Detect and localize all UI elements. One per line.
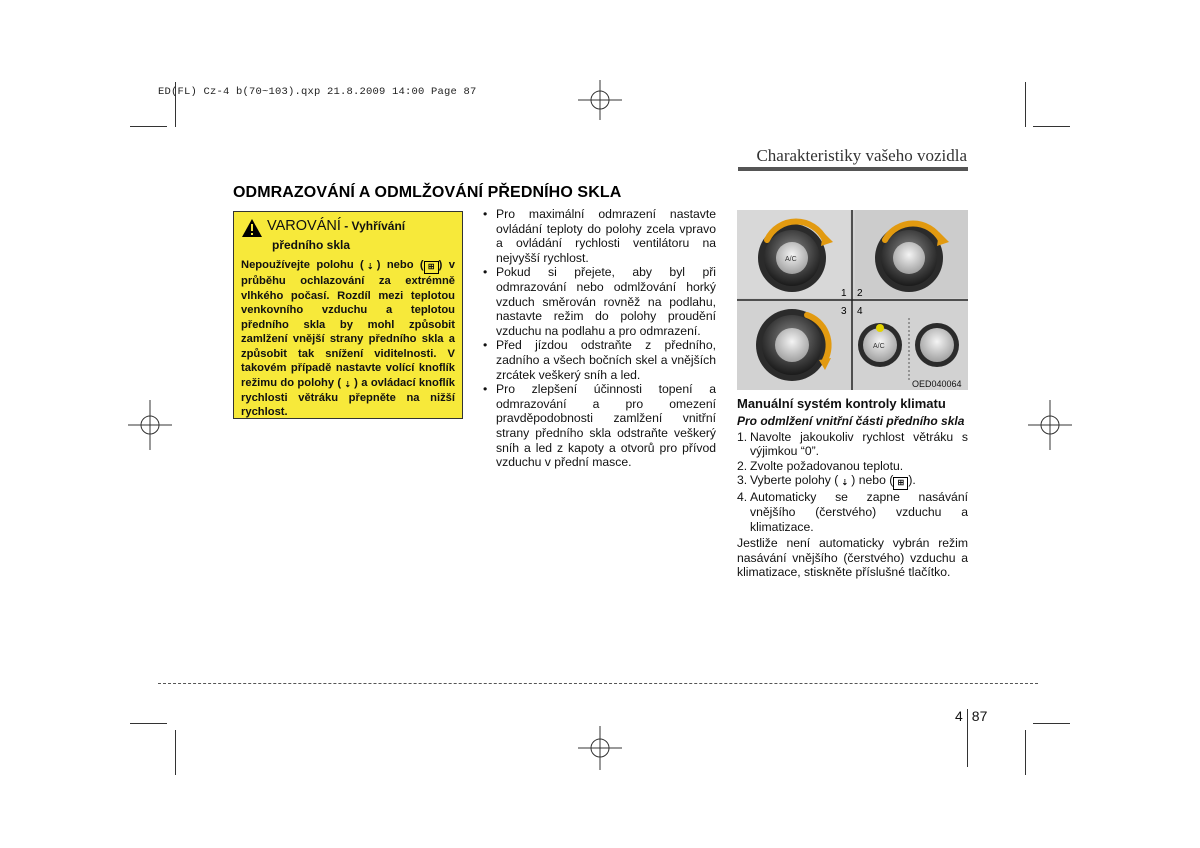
registration-mark-left — [128, 400, 172, 450]
figure-label: 4 — [857, 306, 863, 317]
manual-title: Manuální systém kontroly klimatu — [737, 396, 946, 411]
defrost-icon: ⊞ — [424, 261, 439, 274]
section-title: ODMRAZOVÁNÍ A ODMLŽOVÁNÍ PŘEDNÍHO SKLA — [233, 184, 622, 201]
list-item: • Před jízdou odstraňte z předního, zadního a všech bočních skel a vnějších zrcátek veškerý sníh a led. — [482, 338, 716, 382]
floor-defrost-icon: ⇣ — [841, 478, 849, 488]
figure-label: 1 — [841, 288, 847, 299]
page-number-value: 87 — [971, 708, 988, 724]
registration-mark-top — [575, 80, 625, 120]
print-slug: ED(FL) Cz-4 b(70~103).qxp 21.8.2009 14:00 Page 87 — [158, 86, 477, 98]
warning-heading — [241, 218, 455, 238]
chapter-number: 4 — [955, 708, 963, 724]
list-item: • Pokud si přejete, aby byl při odmrazování nebo odmlžování horký vzduch směrován rovněž na podlahu, nastavte režim do polohy proudění vzduchu na podlahu a pro odmrazení. — [482, 265, 716, 338]
warning-box — [233, 211, 463, 419]
floor-defrost-icon: ⇣ — [366, 262, 374, 271]
warning-subtitle: - Vyhřívání — [340, 219, 406, 233]
figure-label: 2 — [857, 288, 863, 299]
crop-mark — [175, 730, 176, 775]
list-item: • Pro zlepšení účinnosti topení a odmrazování a pro omezení pravděpodobnosti zamlžení vnitřní strany předního skla odstraňte veškerý sníh a led z kapoty a otvorů pro přívod vzduchu v přední masce. — [482, 382, 716, 470]
knob-label: A/C — [873, 343, 885, 350]
header-rule — [738, 167, 968, 171]
knob-label: A/C — [785, 256, 797, 263]
list-item: • Pro maximální odmrazení nastavte ovládání teploty do polohy zcela vpravo a ovládání rychlosti ventilátoru na nejvyšší rychlost. — [482, 207, 716, 265]
warning-triangle-icon — [241, 218, 263, 238]
list-item: 3. Vyberte polohy ( ⇣ ) nebo ( ⊞ ). — [737, 473, 968, 490]
crop-mark — [130, 723, 167, 724]
crop-mark — [130, 126, 167, 127]
crop-mark — [1033, 723, 1070, 724]
bullet-list — [482, 207, 716, 470]
warning-title: VAROVÁNÍ — [267, 218, 341, 234]
manual-note: Jestliže není automaticky vybrán režim nasávání vnějšího (čerstvého) vzduchu a klimatizace, stiskněte příslušné tlačítko. — [737, 536, 968, 580]
list-item: 4. Automaticky se zapne nasávání vnějšího (čerstvého) vzduchu a klimatizace. — [737, 490, 968, 534]
warning-subtitle-line2: předního skla — [272, 238, 351, 252]
page-number-divider — [967, 709, 968, 767]
crop-mark — [1025, 730, 1026, 775]
defrost-icon: ⊞ — [893, 477, 908, 490]
list-item: 1. Navolte jakoukoliv rychlost větráku s výjimkou “0”. — [737, 429, 968, 459]
chapter-title: Charakteristiky vašeho vozidla — [756, 146, 967, 165]
floor-defrost-icon: ⇣ — [344, 379, 352, 389]
warning-body: Nepoužívejte polohu ( ⇣ ) nebo ( ⊞ ) v průběhu ochlazování za extrémně vlhkého počasí. Rozdíl mezi teplotou venkovního vzduchu a teplotou předního skla by mohl způsobit zamlžení vnější strany předního skla a způsobit tak snížení viditelnosti. V takovém případě nastavte volící knoflík režimu do polohy ( ⇣ ) a ovládací knoflík rychlosti větráku přepněte na nižší rychlost. — [241, 259, 455, 418]
manual-climate-section — [737, 397, 968, 580]
crop-mark — [1033, 126, 1070, 127]
figure-label: 3 — [841, 306, 847, 317]
list-item: 2. Zvolte požadovanou teplotu. — [737, 458, 904, 473]
registration-mark-right — [1028, 400, 1072, 450]
climate-control-photo — [737, 210, 968, 390]
footer-rule — [158, 683, 1038, 684]
manual-subtitle: Pro odmlžení vnitřní části předního skla — [737, 413, 965, 428]
page-number — [955, 687, 987, 745]
registration-mark-bottom — [575, 726, 625, 770]
crop-mark — [1025, 82, 1026, 127]
figure-code: OED040064 — [912, 379, 962, 389]
